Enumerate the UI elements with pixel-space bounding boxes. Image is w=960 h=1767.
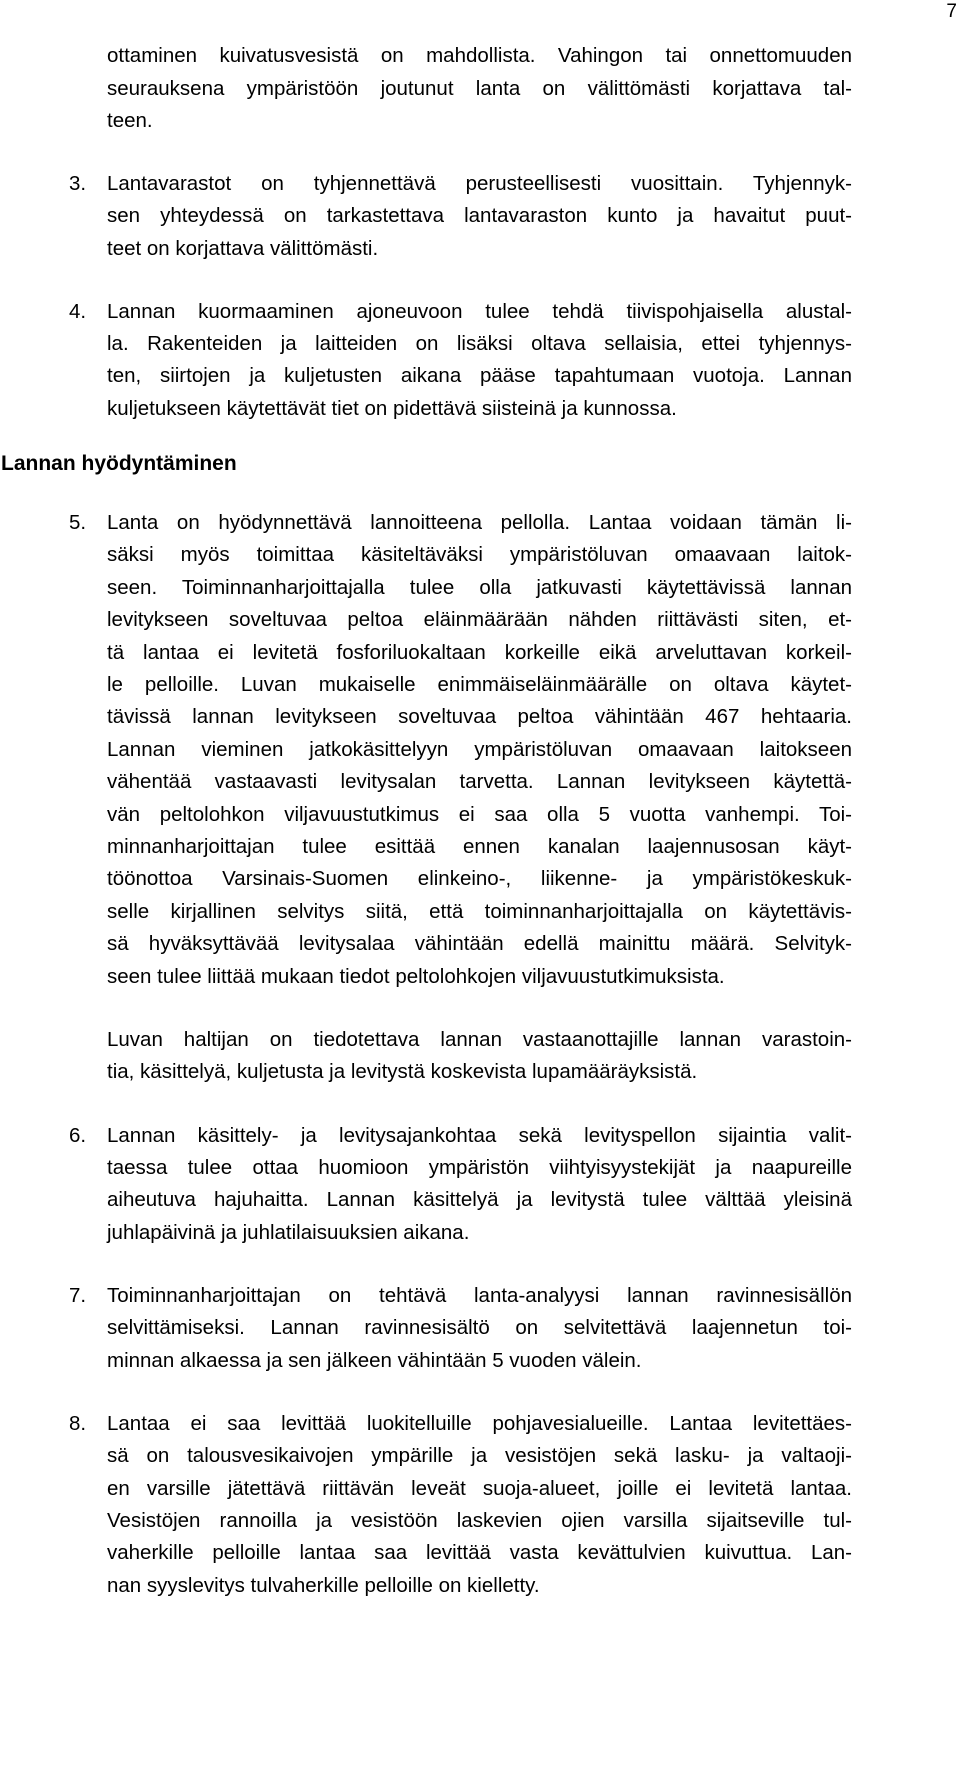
text-line: vähentää vastaavasti levitysalan tarvetta. Lannan levitykseen käytettä-: [107, 770, 852, 793]
text-line: levitykseen soveltuvaa peltoa eläinmäärään nähden riittävästi siten, et-: [107, 608, 852, 631]
section-heading: Lannan hyödyntäminen: [1, 452, 237, 475]
text-line: Lantaa ei saa levittää luokitelluille pohjavesialueille. Lantaa levitettäes-: [107, 1412, 852, 1435]
text-line: sen yhteydessä on tarkastettava lantavaraston kunto ja havaitut puut-: [107, 204, 852, 227]
item-number: 6.: [69, 1124, 87, 1147]
text-line: selle kirjallinen selvitys siitä, että toiminnanharjoittajalla on käytettävis-: [107, 900, 852, 923]
item-number: 3.: [69, 172, 87, 195]
text-line: Lanta on hyödynnettävä lannoitteena pellolla. Lantaa voidaan tämän li-: [107, 511, 852, 534]
text-line: seen. Toiminnanharjoittajalla tulee olla jatkuvasti käytettävissä lannan: [107, 576, 852, 599]
text-line: töönottoa Varsinais-Suomen elinkeino-, liikenne- ja ympäristökeskuk-: [107, 867, 852, 890]
text-line: seen tulee liittää mukaan tiedot peltolohkojen viljavuustutkimuksista.: [107, 965, 725, 988]
text-line: tä lantaa ei levitetä fosforiluokaltaan korkeille eikä arveluttavan korkeil-: [107, 641, 852, 664]
text-line: vaherkille pelloille lantaa saa levittää vasta kevättulvien kuivuttua. Lan-: [107, 1541, 852, 1564]
text-line: Lannan vieminen jatkokäsittelyyn ympäristöluvan omaavaan laitokseen: [107, 738, 852, 761]
text-line: Lannan kuormaaminen ajoneuvoon tulee tehdä tiivispohjaisella alustal-: [107, 300, 852, 323]
text-line: selvittämiseksi. Lannan ravinnesisältö on selvitettävä laajennetun toi-: [107, 1316, 852, 1339]
text-line: juhlapäivinä ja juhlatilaisuuksien aikana.: [107, 1221, 470, 1244]
text-line: tävissä lannan levitykseen soveltuvaa peltoa vähintään 467 hehtaaria.: [107, 705, 852, 728]
text-line: minnan alkaessa ja sen jälkeen vähintään 5 vuoden välein.: [107, 1349, 642, 1372]
text-line: Vesistöjen rannoilla ja vesistöön laskevien ojien varsilla sijaitseville tul-: [107, 1509, 852, 1532]
text-line: tia, käsittelyä, kuljetusta ja levitystä koskevista lupamääräyksistä.: [107, 1060, 698, 1083]
text-line: minnanharjoittajan tulee esittää ennen kanalan laajennusosan käyt-: [107, 835, 852, 858]
text-line: Toiminnanharjoittajan on tehtävä lanta-analyysi lannan ravinnesisällön: [107, 1284, 852, 1307]
item-number: 4.: [69, 300, 87, 323]
text-line: taessa tulee ottaa huomioon ympäristön viihtyisyystekijät ja naapureille: [107, 1156, 852, 1179]
item-number: 5.: [69, 511, 87, 534]
page-number: 7: [946, 1, 957, 22]
item-number: 8.: [69, 1412, 87, 1435]
text-line: teen.: [107, 109, 153, 132]
text-line: ten, siirtojen ja kuljetusten aikana pääse tapahtumaan vuotoja. Lannan: [107, 364, 852, 387]
text-line: seurauksena ympäristöön joutunut lanta on välittömästi korjattava tal-: [107, 77, 852, 100]
text-line: sä hyväksyttävää levitysalaa vähintään edellä mainittu määrä. Selvityk-: [107, 932, 852, 955]
text-line: aiheutuva hajuhaitta. Lannan käsittelyä ja levitystä tulee välttää yleisinä: [107, 1188, 852, 1211]
text-line: säksi myös toimittaa käsiteltäväksi ympäristöluvan omaavaan laitok-: [107, 543, 852, 566]
text-line: teet on korjattava välittömästi.: [107, 237, 379, 260]
text-line: vän peltolohkon viljavuustutkimus ei saa olla 5 vuotta vanhempi. Toi-: [107, 803, 852, 826]
text-line: en varsille jätettävä riittävän leveät suoja-alueet, joille ei levitetä lantaa.: [107, 1477, 852, 1500]
text-line: sä on talousvesikaivojen ympärille ja vesistöjen sekä lasku- ja valtaoji-: [107, 1444, 852, 1467]
item-number: 7.: [69, 1284, 87, 1307]
text-line: Lannan käsittely- ja levitysajankohtaa sekä levityspellon sijaintia valit-: [107, 1124, 852, 1147]
text-line: ottaminen kuivatusvesistä on mahdollista. Vahingon tai onnettomuuden: [107, 44, 852, 67]
text-line: Lantavarastot on tyhjennettävä perusteellisesti vuosittain. Tyhjennyk-: [107, 172, 852, 195]
text-line: le pelloille. Luvan mukaiselle enimmäiseläinmäärälle on oltava käytet-: [107, 673, 852, 696]
text-line: Luvan haltijan on tiedotettava lannan vastaanottajille lannan varastoin-: [107, 1028, 852, 1051]
text-line: nan syyslevitys tulvaherkille pelloille on kielletty.: [107, 1574, 540, 1597]
text-line: kuljetukseen käytettävät tiet on pidettävä siisteinä ja kunnossa.: [107, 397, 677, 420]
text-line: la. Rakenteiden ja laitteiden on lisäksi oltava sellaisia, ettei tyhjennys-: [107, 332, 852, 355]
